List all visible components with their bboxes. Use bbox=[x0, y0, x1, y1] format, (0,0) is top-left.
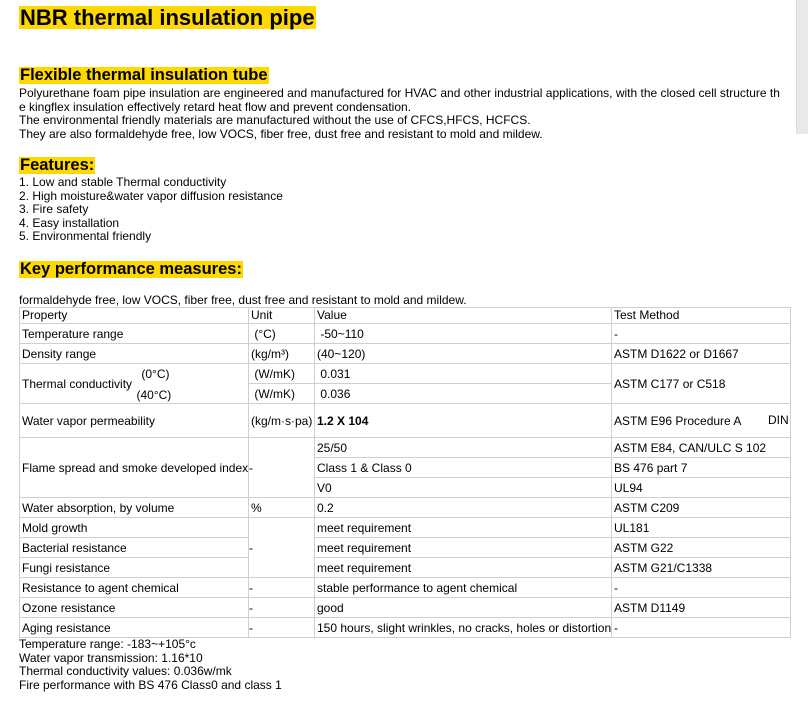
property-cell: Flame spread and smoke developed index bbox=[20, 438, 249, 498]
method-cell: ASTM D1149 bbox=[612, 598, 791, 618]
summary-notes bbox=[19, 638, 282, 692]
intro-line: Polyurethane foam pipe insulation are engineered and manufactured for HVAC and other industrial applications, with the closed cell structure th bbox=[19, 87, 780, 100]
note-line: Water vapor transmission: 1.16*10 bbox=[19, 650, 203, 665]
method-cell: UL94 bbox=[612, 478, 791, 498]
method-extra: DIN bbox=[768, 413, 789, 427]
measures-heading: Key performance measures: bbox=[20, 260, 242, 278]
table-row bbox=[20, 498, 791, 518]
method-cell: BS 476 part 7 bbox=[612, 458, 791, 478]
property-cell: Resistance to agent chemical bbox=[20, 578, 249, 598]
unit-cell: % bbox=[249, 498, 315, 518]
property-cell: Water absorption, by volume bbox=[20, 498, 249, 518]
intro-line: e kingflex insulation effectively retard heat flow and prevent condensation. bbox=[19, 99, 412, 114]
value-cell: stable performance to agent chemical bbox=[315, 578, 612, 598]
method-cell bbox=[612, 404, 791, 438]
method-cell: ASTM G22 bbox=[612, 538, 791, 558]
value-cell: 0.031 bbox=[315, 364, 612, 384]
table-row bbox=[20, 324, 791, 344]
property-cell: Fungi resistance bbox=[20, 558, 249, 578]
intro-heading: Flexible thermal insulation tube bbox=[20, 66, 268, 84]
property-cell: Mold growth bbox=[20, 518, 249, 538]
thermal-label: Thermal conductivity bbox=[22, 376, 133, 391]
property-cell: Water vapor permeability bbox=[20, 404, 249, 438]
intro-paragraph bbox=[19, 87, 799, 141]
value-cell: (40~120) bbox=[315, 344, 612, 364]
unit-cell: (W/mK) bbox=[249, 364, 315, 384]
page-title: NBR thermal insulation pipe bbox=[20, 5, 315, 30]
unit-cell: (°C) bbox=[249, 324, 315, 344]
intro-line: They are also formaldehyde free, low VOCS, fiber free, dust free and resistant to mold and mildew. bbox=[19, 126, 543, 141]
features-heading: Features: bbox=[20, 156, 95, 174]
header-value: Value bbox=[315, 308, 612, 324]
unit-cell: (kg/m·s·pa) bbox=[249, 404, 315, 438]
value-cell: good bbox=[315, 598, 612, 618]
unit-cell: - bbox=[249, 598, 315, 618]
value-cell: 0.2 bbox=[315, 498, 612, 518]
value-cell: 1.2 X 104 bbox=[315, 404, 612, 438]
unit-cell: (kg/m³) bbox=[249, 344, 315, 364]
property-cell: Ozone resistance bbox=[20, 598, 249, 618]
table-row bbox=[20, 598, 791, 618]
table-row bbox=[20, 518, 791, 538]
value-cell: 0.036 bbox=[315, 384, 612, 404]
note-line: Temperature range: -183~+105°c bbox=[19, 637, 196, 651]
unit-cell: - bbox=[249, 618, 315, 638]
table-row bbox=[20, 618, 791, 638]
unit-cell: - bbox=[249, 438, 315, 498]
method-text: ASTM E96 Procedure A bbox=[614, 413, 742, 428]
method-cell: ASTM C209 bbox=[612, 498, 791, 518]
unit-cell: - bbox=[249, 518, 315, 578]
table-row bbox=[20, 538, 791, 558]
method-cell: - bbox=[612, 578, 791, 598]
table-row bbox=[20, 364, 791, 384]
method-cell: ASTM C177 or C518 bbox=[612, 364, 791, 404]
property-cell: Bacterial resistance bbox=[20, 538, 249, 558]
table-row bbox=[20, 558, 791, 578]
feature-item: 2. High moisture&water vapor diffusion resistance bbox=[19, 188, 283, 203]
property-cell: Density range bbox=[20, 344, 249, 364]
method-cell: UL181 bbox=[612, 518, 791, 538]
table-row bbox=[20, 344, 791, 364]
value-cell: V0 bbox=[315, 478, 612, 498]
feature-item: 1. Low and stable Thermal conductivity bbox=[19, 176, 227, 189]
note-line: Thermal conductivity values: 0.036w/mk bbox=[19, 664, 232, 679]
unit-cell: - bbox=[249, 578, 315, 598]
method-cell: ASTM D1622 or D1667 bbox=[612, 344, 791, 364]
value-cell: 25/50 bbox=[315, 438, 612, 458]
header-property: Property bbox=[20, 308, 249, 324]
feature-item: 5. Environmental friendly bbox=[19, 229, 152, 244]
property-cell: Aging resistance bbox=[20, 618, 249, 638]
header-unit: Unit bbox=[249, 308, 315, 324]
unit-cell: (W/mK) bbox=[249, 384, 315, 404]
value-cell: 150 hours, slight wrinkles, no cracks, holes or distortion bbox=[315, 618, 612, 638]
method-cell: ASTM G21/C1338 bbox=[612, 558, 791, 578]
feature-item: 4. Easy installation bbox=[19, 215, 120, 230]
table-row bbox=[20, 404, 791, 438]
header-test-method: Test Method bbox=[612, 308, 791, 324]
features-list bbox=[19, 176, 799, 244]
table-header-row bbox=[20, 308, 791, 324]
intro-line: The environmental friendly materials are manufactured without the use of CFCS,HFCS, HCFCS. bbox=[19, 113, 531, 128]
condition-0c: (0°C) bbox=[141, 366, 170, 381]
condition-40c: (40°C) bbox=[136, 387, 172, 402]
table-row bbox=[20, 578, 791, 598]
note-line: Fire performance with BS 476 Class0 and class 1 bbox=[19, 677, 282, 692]
method-cell: ASTM E84, CAN/ULC S 102 bbox=[612, 438, 791, 458]
value-cell: meet requirement bbox=[315, 558, 612, 578]
property-cell bbox=[20, 364, 249, 404]
value-cell: meet requirement bbox=[315, 538, 612, 558]
measures-caption: formaldehyde free, low VOCS, fiber free, dust free and resistant to mold and mildew. bbox=[19, 294, 467, 307]
value-cell: Class 1 & Class 0 bbox=[315, 458, 612, 478]
method-cell: - bbox=[612, 324, 791, 344]
table-row bbox=[20, 438, 791, 458]
performance-table bbox=[19, 307, 791, 638]
value-cell: -50~110 bbox=[315, 324, 612, 344]
feature-item: 3. Fire safety bbox=[19, 202, 89, 217]
value-cell: meet requirement bbox=[315, 518, 612, 538]
method-cell: - bbox=[612, 618, 791, 638]
property-cell: Temperature range bbox=[20, 324, 249, 344]
